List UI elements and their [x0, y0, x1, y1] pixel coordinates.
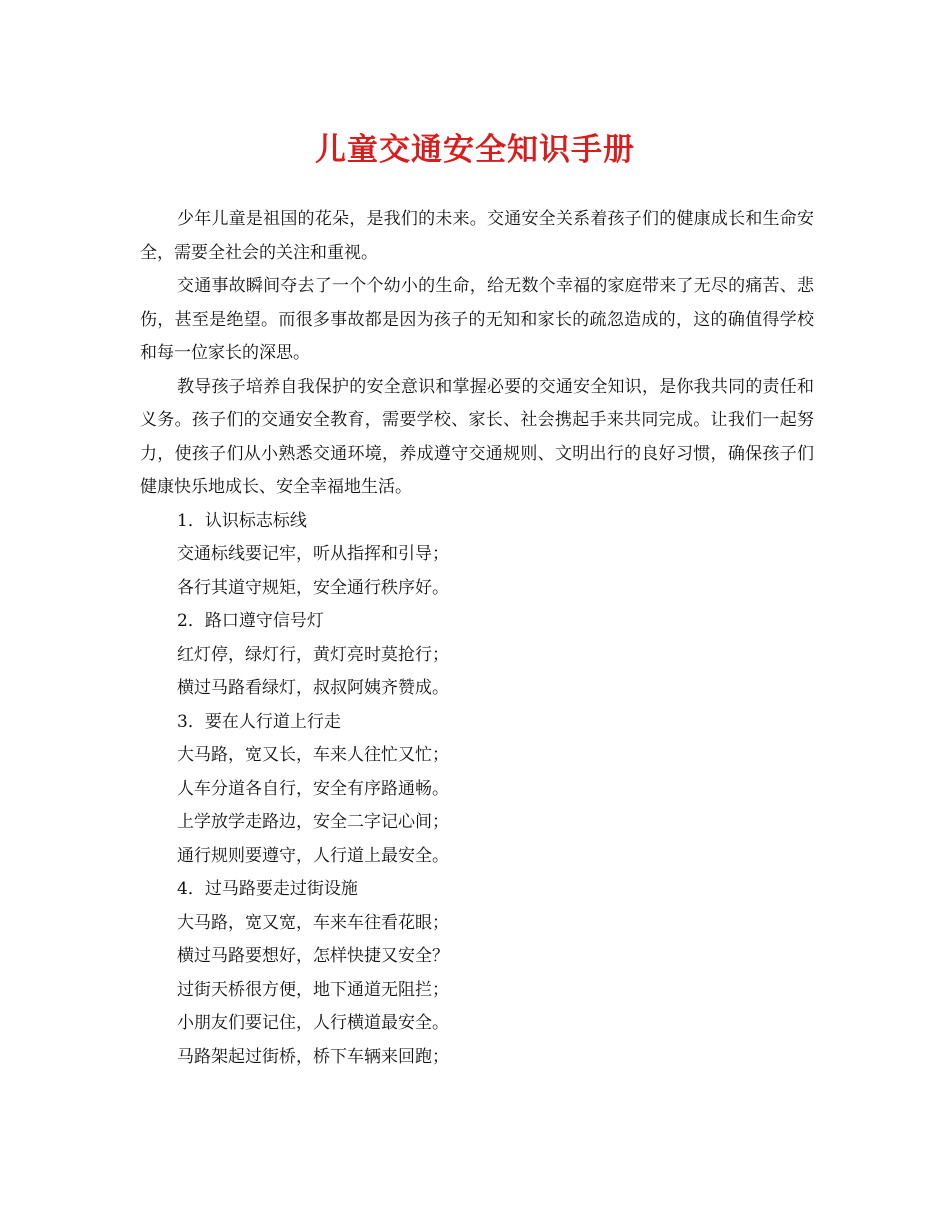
rhyme-line: 交通标线要记牢，听从指挥和引导；	[177, 544, 449, 564]
document-title: 儿童交通安全知识手册	[315, 132, 635, 168]
rhyme-line: 人车分道各自行，安全有序路通畅。	[177, 778, 449, 799]
section-heading: 1．认识标志标线	[177, 510, 307, 531]
rhyme-line: 横过马路看绿灯，叔叔阿姨齐赞成。	[177, 678, 449, 698]
section-heading: 2．路口遵守信号灯	[177, 611, 324, 631]
rhyme-line: 小朋友们要记住，人行横道最安全。	[177, 1013, 449, 1033]
rhyme-line: 各行其道守规矩，安全通行秩序好。	[177, 577, 449, 598]
rhyme-line: 上学放学走路边，安全二字记心间；	[177, 812, 449, 832]
education-paragraph: 教导孩子培养自我保护的安全意识和掌握必要的交通安全知识，是你我共同的责任和义务。孩子们的交通安全教育，需要学校、家长、社会携起手来共同完成。让我们一起努力，使孩子们从小熟悉交通环境，养成遵守交通规则、文明出行的良好习惯，确保孩子们健康快乐地成长、安全幸福地生活。	[140, 376, 814, 497]
rhyme-line: 通行规则要遵守，人行道上最安全。	[177, 845, 449, 866]
section-heading: 4．过马路要走过街设施	[177, 879, 358, 899]
rhyme-line: 大马路，宽又宽，车来车往看花眼；	[177, 912, 449, 933]
intro-paragraph: 少年儿童是祖国的花朵，是我们的未来。交通安全关系着孩子们的健康成长和生命安全，需要全社会的关注和重视。	[140, 209, 814, 263]
accident-paragraph: 交通事故瞬间夺去了一个个幼小的生命，给无数个幸福的家庭带来了无尽的痛苦、悲伤，甚至是绝望。而很多事故都是因为孩子的无知和家长的疏忽造成的，这的确值得学校和每一位家长的深思。	[140, 276, 814, 363]
rhyme-line: 红灯停，绿灯行，黄灯亮时莫抢行；	[177, 644, 449, 665]
section-heading: 3．要在人行道上行走	[177, 711, 341, 732]
rhyme-line: 过街天桥很方便，地下通道无阻拦；	[177, 979, 449, 1000]
rhyme-line: 横过马路要想好，怎样快捷又安全？	[177, 946, 449, 966]
document-body	[140, 203, 814, 1074]
rhyme-line: 马路架起过街桥，桥下车辆来回跑；	[177, 1046, 449, 1067]
rhyme-line: 大马路，宽又长，车来人往忙又忙；	[177, 745, 449, 765]
